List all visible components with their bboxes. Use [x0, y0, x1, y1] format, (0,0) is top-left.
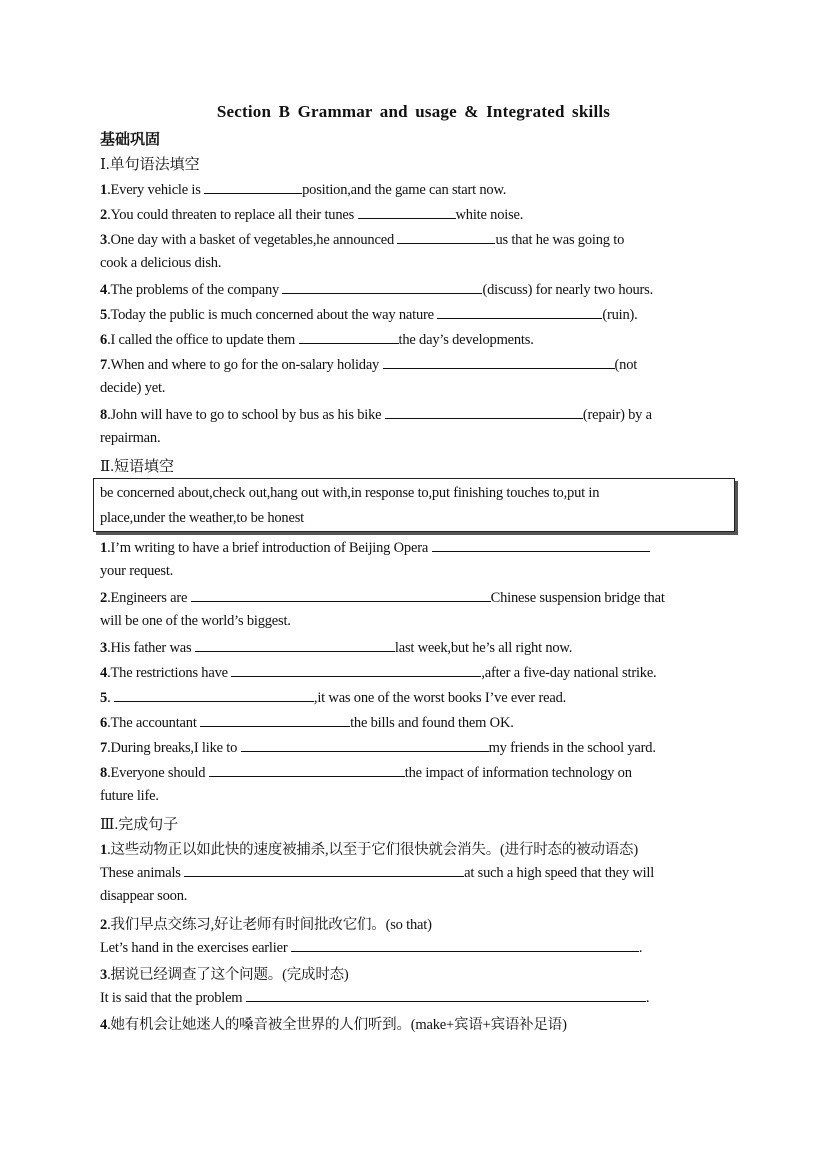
question-2-4: 4.The restrictions have ,after a five-day national strike. [100, 665, 657, 681]
question-3-1-cont: disappear soon. [100, 888, 188, 904]
question-1-4: 4.The problems of the company (discuss) for nearly two hours. [100, 282, 654, 298]
question-1-1: 1.Every vehicle is position,and the game can start now. [100, 182, 507, 198]
question-2-7: 7.During breaks,I like to my friends in the school yard. [100, 740, 656, 756]
question-1-8: 8.John will have to go to school by bus as his bike (repair) by a [100, 407, 652, 423]
answer-blank[interactable] [231, 663, 481, 677]
question-3-1-prompt: 1.这些动物正以如此快的速度被捕杀,以至于它们很快就会消失。(进行时态的被动语态) [100, 842, 638, 858]
question-3-3-prompt: 3.据说已经调查了这个问题。(完成时态) [100, 967, 349, 983]
answer-blank[interactable] [204, 180, 302, 194]
question-3-2-prompt: 2.我们早点交练习,好让老师有时间批改它们。(so that) [100, 917, 432, 933]
part-3-heading: Ⅲ.完成句子 [100, 817, 179, 833]
question-1-8-cont: repairman. [100, 430, 161, 446]
answer-blank[interactable] [385, 405, 583, 419]
answer-blank[interactable] [184, 863, 464, 877]
page-title: Section B Grammar and usage & Integrated skills [216, 102, 611, 121]
question-2-2-cont: will be one of the world’s biggest. [100, 613, 291, 629]
answer-blank[interactable] [432, 538, 650, 552]
answer-blank[interactable] [299, 330, 399, 344]
answer-blank[interactable] [209, 763, 405, 777]
answer-blank[interactable] [246, 988, 646, 1002]
question-3-1: These animals at such a high speed that they will [100, 865, 655, 881]
question-1-3-cont: cook a delicious dish. [100, 255, 222, 271]
answer-blank[interactable] [358, 205, 456, 219]
question-1-6: 6.I called the office to update them the day’s developments. [100, 332, 534, 348]
question-1-7-cont: decide) yet. [100, 380, 166, 396]
question-1-5: 5.Today the public is much concerned about the way nature (ruin). [100, 307, 638, 323]
answer-blank[interactable] [114, 688, 314, 702]
question-2-1-cont: your request. [100, 563, 174, 579]
answer-blank[interactable] [200, 713, 350, 727]
answer-blank[interactable] [383, 355, 615, 369]
question-2-2: 2.Engineers are Chinese suspension bridge that [100, 590, 665, 606]
question-3-4-prompt: 4.她有机会让她迷人的嗓音被全世界的人们听到。(make+宾语+宾语补足语) [100, 1017, 567, 1033]
part-2-heading: Ⅱ.短语填空 [100, 459, 174, 475]
question-3-3: It is said that the problem . [100, 990, 650, 1006]
question-2-5: 5. ,it was one of the worst books I’ve ever read. [100, 690, 567, 706]
question-1-3: 3.One day with a basket of vegetables,he announced us that he was going to [100, 232, 625, 248]
answer-blank[interactable] [282, 280, 482, 294]
question-1-2: 2.You could threaten to replace all their tunes white noise. [100, 207, 524, 223]
question-2-8: 8.Everyone should the impact of information technology on [100, 765, 632, 781]
phrase-box-line-1: be concerned about,check out,hang out with,in response to,put finishing touches to,put in [100, 485, 600, 501]
answer-blank[interactable] [397, 230, 495, 244]
question-2-6: 6.The accountant the bills and found them OK. [100, 715, 514, 731]
answer-blank[interactable] [191, 588, 491, 602]
answer-blank[interactable] [437, 305, 602, 319]
question-3-2: Let’s hand in the exercises earlier . [100, 940, 643, 956]
part-1-heading: Ⅰ.单句语法填空 [100, 157, 200, 173]
question-2-1: 1.I’m writing to have a brief introduction of Beijing Opera [100, 538, 650, 557]
phrase-box [93, 478, 735, 532]
question-2-8-cont: future life. [100, 788, 159, 804]
question-2-3: 3.His father was last week,but he’s all right now. [100, 640, 573, 656]
answer-blank[interactable] [241, 738, 489, 752]
answer-blank[interactable] [291, 938, 639, 952]
section-heading: 基础巩固 [100, 132, 161, 148]
phrase-box-line-2: place,under the weather,to be honest [100, 510, 304, 526]
question-1-7: 7.When and where to go for the on-salary holiday (not [100, 357, 638, 373]
answer-blank[interactable] [195, 638, 395, 652]
